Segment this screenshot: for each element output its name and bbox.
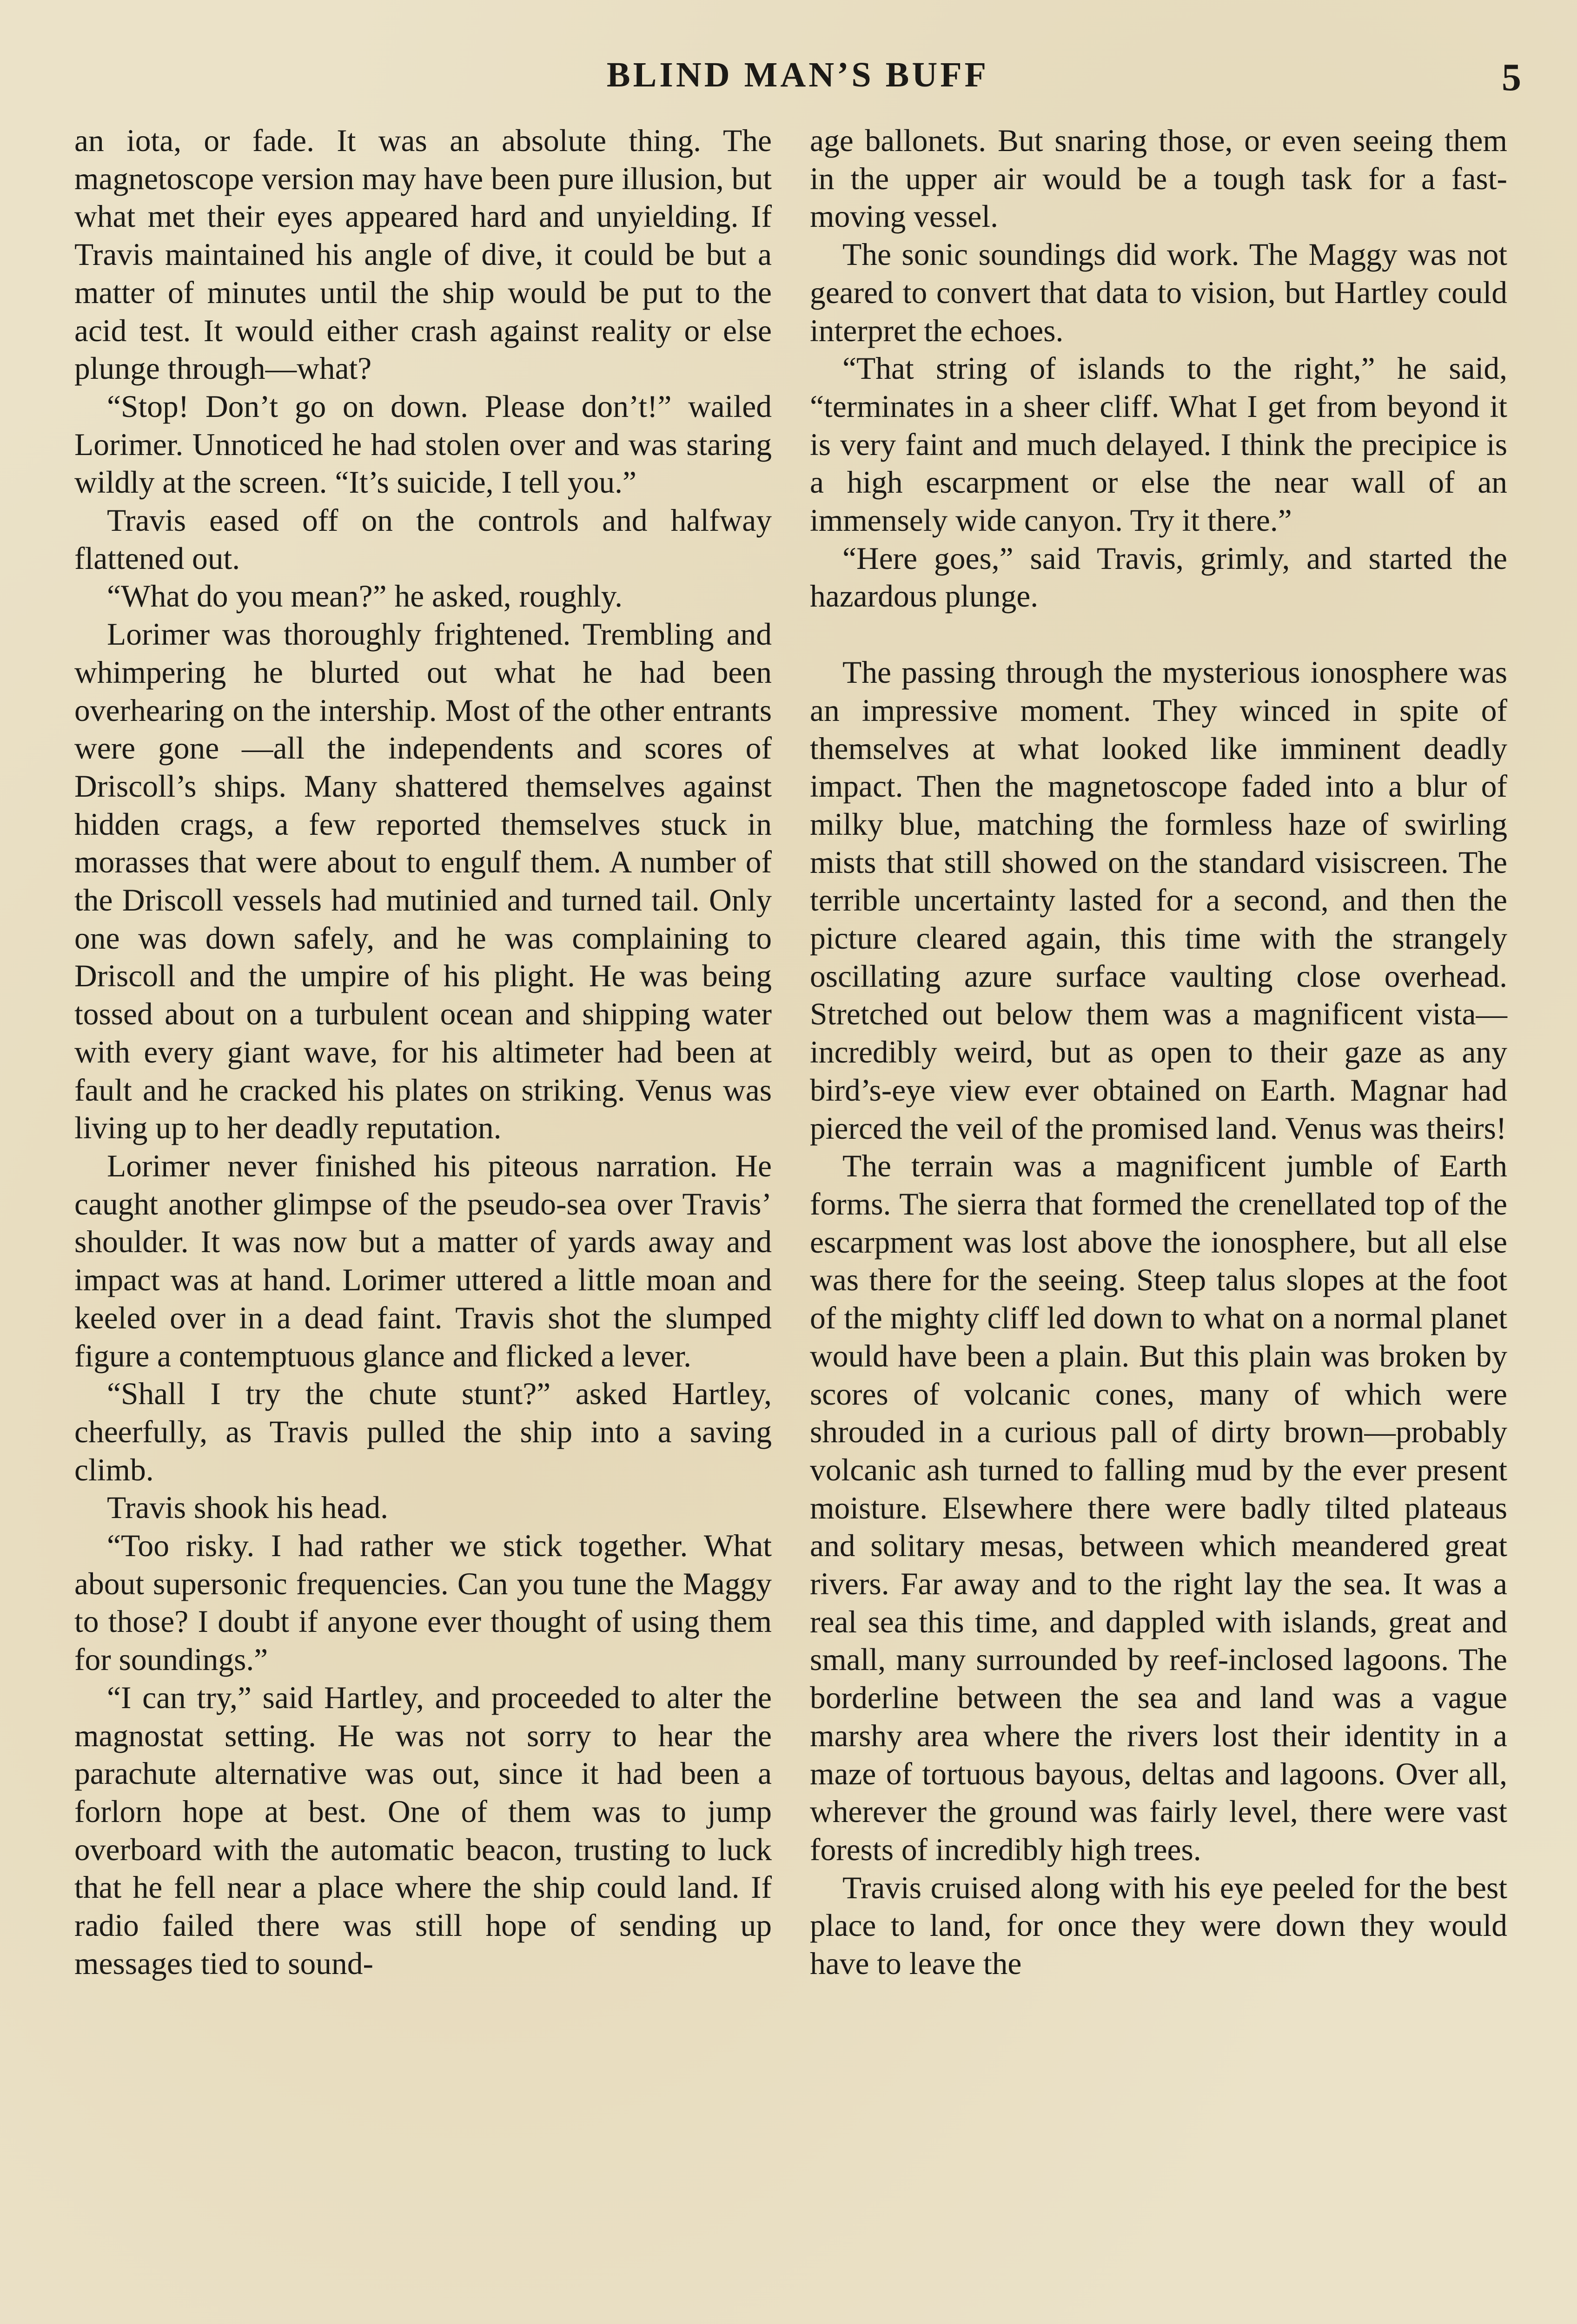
paragraph: “What do you mean?” he asked, roughly. [107, 579, 623, 614]
paragraph: The passing through the mysterious ionosphere was an impressive moment. They winced in spite of themselves at what looked like imminent deadly impact. Then the magnetoscope faded into a blur of milky blue, matching the formless haze of swirling mists that still showed on the standard visiscreen. The terrible uncertainty lasted for a second, and then the picture cleared again, this time with the strangely oscillating azure surface vaulting close overhead. Stretched out below them was a magnificent vista—incredibly weird, but as open to their gaze as any bird’s-eye view ever obtained on Earth. Magnar had pierced the veil of the promised land. Venus was theirs! [810, 655, 1507, 1146]
paragraph: “Here goes,” said Travis, grimly, and started the hazardous plunge. [810, 541, 1507, 614]
paragraph: Lorimer was thoroughly frightened. Trembling and whimpering he blurted out what he had been overhearing on the intership. Most of the other entrants were gone —all the independents and scores of Driscoll’s ships. Many shattered themselves against hidden crags, a few reported themselves stuck in morasses that were about to engulf them. A number of the Driscoll vessels had mutinied and turned tail. Only one was down safely, and he was complaining to Driscoll and the umpire of his plight. He was being tossed about on a turbulent ocean and shipping water with every giant wave, for his altimeter had been at fault and he cracked his plates on striking. Venus was living up to her deadly reputation. [74, 617, 772, 1146]
paragraph: Lorimer never finished his piteous narration. He caught another glimpse of the pseudo-sea over Travis’ shoulder. It was now but a matter of yards away and impact was at hand. Lorimer uttered a little moan and keeled over in a dead faint. Travis shot the slumped figure a contemptuous glance and flicked a lever. [74, 1148, 772, 1373]
left-column [74, 122, 772, 1982]
paragraph: Travis shook his head. [107, 1490, 389, 1525]
paragraph: Travis cruised along with his eye peeled for the best place to land, for once they were down they would have to leave the [810, 1870, 1507, 1981]
right-column [810, 122, 1507, 1983]
paragraph: Travis eased off on the controls and halfway flattened out. [74, 503, 772, 576]
page-header [74, 55, 1521, 106]
paragraph: age ballonets. But snaring those, or even seeing them in the upper air would be a tough task for a fast-moving vessel. [810, 123, 1507, 234]
paragraph: The sonic soundings did work. The Maggy was not geared to convert that data to vision, but Hartley could interpret the echoes. [810, 237, 1507, 348]
paragraph: The terrain was a magnificent jumble of Earth forms. The sierra that formed the crenellated top of the escarpment was lost above the ionosphere, but all else was there for the seeing. Steep talus slopes at the foot of the mighty cliff led down to what on a normal planet would have been a plain. But this plain was broken by scores of volcanic cones, many of which were shrouded in a curious pall of dirty brown—probably volcanic ash turned to falling mud by the ever present moisture. Elsewhere there were badly tilted plateaus and solitary mesas, between which meandered great rivers. Far away and to the right lay the sea. It was a real sea this time, and dappled with islands, great and small, many surrounded by reef-inclosed lagoons. The borderline between the sea and land was a vague marshy area where the rivers lost their identity in a maze of tortuous bayous, deltas and lagoons. Over all, wherever the ground was fairly level, there were vast forests of incredibly high trees. [810, 1149, 1507, 1867]
paragraph: an iota, or fade. It was an absolute thing. The magnetoscope version may have been pure illusion, but what met their eyes appeared hard and unyielding. If Travis maintained his angle of dive, it could be but a matter of minutes until the ship would be put to the acid test. It would either crash against reality or else plunge through—what? [74, 123, 772, 386]
page-number: 5 [1502, 56, 1521, 99]
paragraph: “I can try,” said Hartley, and proceeded to alter the magnostat setting. He was not sorry to hear the parachute alternative was out, since it had been a forlorn hope at best. One of them was to jump overboard with the automatic beacon, trusting to luck that he fell near a place where the ship could land. If radio failed there was still hope of sending up messages tied to sound- [74, 1680, 772, 1981]
paragraph: “Too risky. I had rather we stick together. What about supersonic frequencies. Can you tune the Maggy to those? I doubt if anyone ever thought of using them for soundings.” [74, 1528, 772, 1677]
running-title: BLIND MAN’S BUFF [606, 55, 989, 94]
paragraph: “Stop! Don’t go on down. Please don’t!” wailed Lorimer. Unnoticed he had stolen over and was staring wildly at the screen. “It’s suicide, I tell you.” [74, 389, 772, 500]
paragraph: “That string of islands to the right,” he said, “terminates in a sheer cliff. What I get from beyond it is very faint and much delayed. I think the precipice is a high escarpment or else the near wall of an immensely wide canyon. Try it there.” [810, 351, 1507, 538]
paragraph: “Shall I try the chute stunt?” asked Hartley, cheerfully, as Travis pulled the ship into a saving climb. [74, 1376, 772, 1487]
